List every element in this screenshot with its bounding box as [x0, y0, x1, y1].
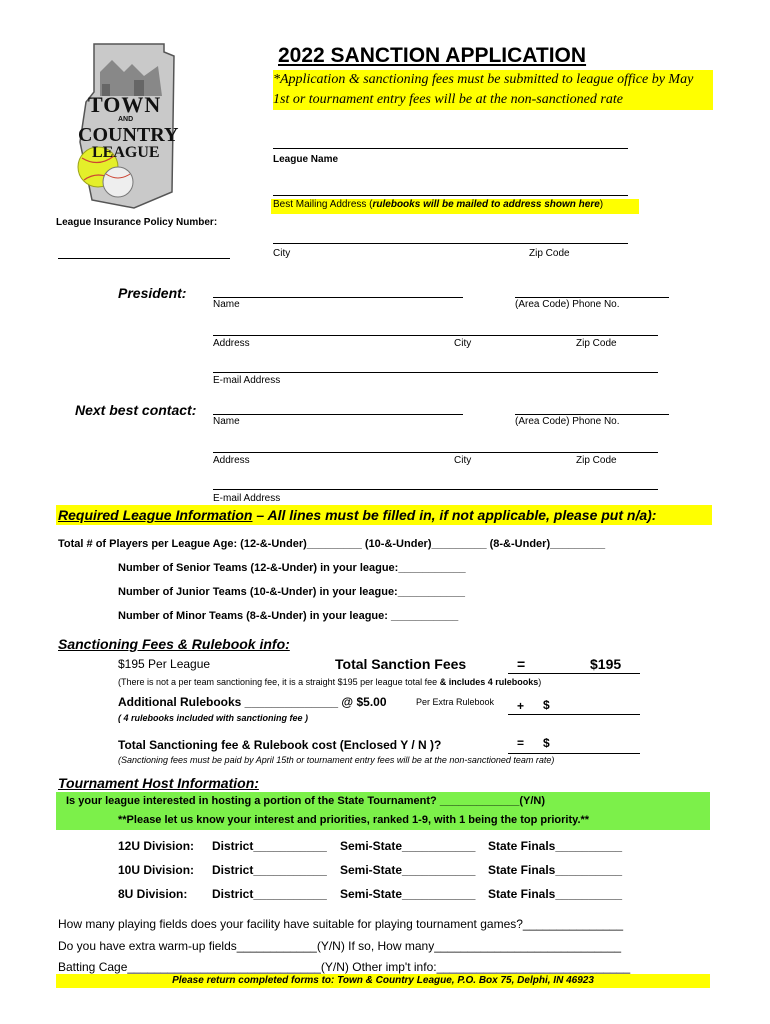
- tournament-interest-question: Is your league interested in hosting a portion of the State Tournament? _____________(Y/N): [66, 795, 546, 807]
- senior-teams-line: Number of Senior Teams (12-&-Under) in your league:___________: [118, 562, 466, 574]
- minor-teams-line: Number of Minor Teams (8-&-Under) in your league: ___________: [118, 610, 459, 622]
- division-8u: 8U Division: District___________ Semi-State___________ State Finals__________: [118, 887, 623, 901]
- fee-deadline-note: (Sanctioning fees must be paid by April 15th or tournament entry fees will be at the non-sanctioned team rate): [118, 755, 555, 765]
- page-title: 2022 SANCTION APPLICATION: [278, 44, 587, 67]
- total-sanctioning-equals: =: [517, 736, 525, 750]
- president-email-line[interactable]: [213, 372, 658, 373]
- additional-rulebooks: Additional Rulebooks ______________ @ $5.00: [118, 695, 387, 709]
- required-info-heading: Required League Information – All lines must be filled in, if not applicable, please put n/a):: [56, 505, 712, 525]
- total-fees-value: $195: [590, 656, 622, 672]
- league-address-label: Best Mailing Address (rulebooks will be mailed to address shown here): [271, 199, 639, 214]
- contact-city-label: City: [454, 455, 472, 466]
- president-phone-line[interactable]: [515, 297, 669, 298]
- junior-teams-line: Number of Junior Teams (10-&-Under) in your league:___________: [118, 586, 466, 598]
- logo-word-country: COUNTRY: [78, 124, 179, 146]
- fees-heading: Sanctioning Fees & Rulebook info:: [58, 636, 290, 652]
- president-name-label: Name: [213, 299, 240, 310]
- president-city-label: City: [454, 338, 472, 349]
- division-10u: 10U Division: District___________ Semi-State___________ State Finals__________: [118, 863, 623, 877]
- total-fees-line: [508, 673, 640, 674]
- contact-zip-label: Zip Code: [576, 455, 617, 466]
- return-address-footer: Please return completed forms to: Town & Country League, P.O. Box 75, Delphi, IN 46923: [56, 974, 710, 988]
- logo-word-league: LEAGUE: [92, 144, 160, 161]
- league-logo: [72, 42, 184, 212]
- batting-cage-question: Batting Cage_____________________________(Y/N) Other imp't info:_____________________________: [58, 960, 631, 974]
- contact-address-line[interactable]: [213, 452, 658, 453]
- president-address-line[interactable]: [213, 335, 658, 336]
- contact-phone-label: (Area Code) Phone No.: [515, 416, 620, 427]
- insurance-line[interactable]: [58, 258, 230, 259]
- tournament-priority-note: **Please let us know your interest and priorities, ranked 1-9, with 1 being the top priority.**: [118, 814, 590, 826]
- fields-question: How many playing fields does your facility have suitable for playing tournament games?_______________: [58, 917, 624, 931]
- league-city-label: City: [273, 248, 291, 259]
- president-address-label: Address: [213, 338, 250, 349]
- included-rulebooks-note: ( 4 rulebooks included with sanctioning fee ): [118, 713, 309, 723]
- contact-address-label: Address: [213, 455, 250, 466]
- total-fees-equals: =: [517, 656, 526, 672]
- total-sanctioning-line[interactable]: [508, 753, 640, 754]
- tournament-heading: Tournament Host Information:: [58, 775, 259, 791]
- contact-phone-line[interactable]: [515, 414, 669, 415]
- contact-name-label: Name: [213, 416, 240, 427]
- contact-name-line[interactable]: [213, 414, 463, 415]
- per-league-fee: $195 Per League: [118, 657, 211, 671]
- president-email-label: E-mail Address: [213, 375, 281, 386]
- rulebook-dollar: $: [543, 698, 550, 712]
- deadline-notice: *Application & sanctioning fees must be submitted to league office by May 1st or tournament entry fees will be at the non-sanctioned rate: [273, 70, 713, 110]
- total-sanctioning-label: Total Sanctioning fee & Rulebook cost (Enclosed Y / N )?: [118, 738, 442, 752]
- league-address-line[interactable]: [273, 195, 628, 196]
- warmup-question: Do you have extra warm-up fields____________(Y/N) If so, How many____________________________: [58, 939, 622, 953]
- president-name-line[interactable]: [213, 297, 463, 298]
- president-zip-label: Zip Code: [576, 338, 617, 349]
- players-per-age-line: Total # of Players per League Age: (12-&-Under)_________ (10-&-Under)_________ (8-&-Under)_________: [58, 538, 606, 550]
- league-city-line[interactable]: [273, 243, 628, 244]
- division-12u: 12U Division: District___________ Semi-State___________ State Finals__________: [118, 839, 623, 853]
- total-fees-label: Total Sanction Fees: [335, 656, 467, 672]
- league-name-label: League Name: [273, 154, 339, 165]
- contact-email-label: E-mail Address: [213, 493, 281, 504]
- insurance-label: League Insurance Policy Number:: [56, 217, 218, 228]
- tournament-interest-box: [56, 792, 710, 830]
- contact-email-line[interactable]: [213, 489, 658, 490]
- president-heading: President:: [118, 285, 187, 301]
- rulebook-amount-line[interactable]: [508, 714, 640, 715]
- league-zip-label: Zip Code: [529, 248, 570, 259]
- rulebook-plus: +: [517, 699, 525, 713]
- contact-heading: Next best contact:: [75, 402, 197, 418]
- logo-word-and: AND: [118, 116, 134, 123]
- league-name-line[interactable]: [273, 148, 628, 149]
- total-sanctioning-dollar: $: [543, 736, 550, 750]
- per-extra-rulebook: Per Extra Rulebook: [416, 697, 495, 707]
- president-phone-label: (Area Code) Phone No.: [515, 299, 620, 310]
- logo-word-town: TOWN: [88, 92, 162, 117]
- fee-note: (There is not a per team sanctioning fee, it is a straight $195 per league total fee & includes 4 rulebooks): [118, 677, 542, 687]
